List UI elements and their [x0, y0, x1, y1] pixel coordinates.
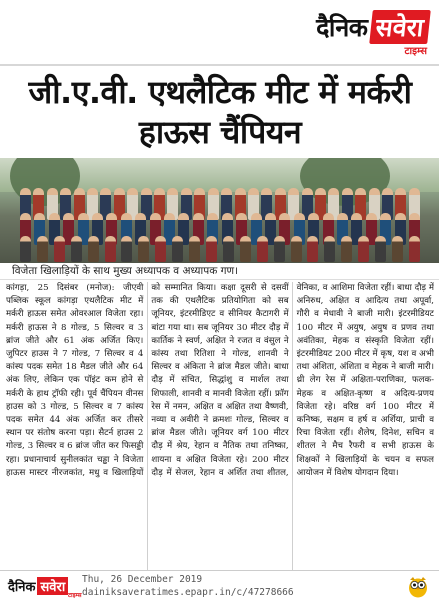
logo-word-1: दैनिक: [316, 13, 368, 42]
person-silhouette: [409, 236, 420, 262]
person-silhouette: [240, 236, 251, 262]
footer-logo[interactable]: [8, 577, 82, 599]
masthead: [0, 0, 439, 62]
person-silhouette: [291, 236, 302, 262]
person-silhouette: [189, 236, 200, 262]
person-silhouette: [257, 236, 268, 262]
footer-logo-word-1: दैनिक: [8, 580, 36, 595]
person-silhouette: [324, 236, 335, 262]
person-silhouette: [71, 236, 82, 262]
owl-icon: [407, 574, 429, 598]
article-body: [6, 282, 434, 570]
footer-meta: [82, 573, 294, 599]
person-silhouette: [274, 236, 285, 262]
person-silhouette: [155, 236, 166, 262]
person-silhouette: [105, 236, 116, 262]
newspaper-logo[interactable]: [316, 10, 429, 57]
person-silhouette: [206, 236, 217, 262]
person-silhouette: [375, 236, 386, 262]
person-silhouette: [54, 236, 65, 262]
person-silhouette: [307, 236, 318, 262]
divider: [0, 64, 439, 66]
person-silhouette: [223, 236, 234, 262]
person-silhouette: [358, 236, 369, 262]
person-silhouette: [341, 236, 352, 262]
person-silhouette: [88, 236, 99, 262]
person-silhouette: [20, 236, 31, 262]
footer-url[interactable]: dainiksaveratimes.epapr.in/c/47278666: [82, 587, 294, 598]
headline: जी.ए.वी. एथलैटिक मीट में मर्करी हाऊस चैंपियन: [28, 73, 412, 151]
footer-bar: [0, 570, 439, 601]
person-silhouette: [121, 236, 132, 262]
logo-word-3: टाइम्स: [404, 46, 427, 57]
footer-logo-word-2: सवेरा: [37, 577, 68, 595]
person-silhouette: [37, 236, 48, 262]
photo-caption: विजेता खिलाड़ियों के साथ मुख्य अध्यापक व अध्यापक गण।: [0, 263, 439, 280]
logo-word-2: सवेरा: [370, 10, 431, 44]
person-silhouette: [392, 236, 403, 262]
people-row-front: [20, 236, 420, 262]
person-silhouette: [172, 236, 183, 262]
group-photo: [0, 158, 439, 263]
footer-logo-word-3: टाइम्स: [68, 592, 82, 599]
footer-date: Thu, 26 December 2019: [82, 574, 203, 585]
article-text: कांगड़ा, 25 दिसंबर (मनोज): जीएवी पब्लिक स्कूल कांगड़ा एथलैटिक मीट में मर्करी हाऊस समेत ओवरआल विजेता रहा। मर्करी हाऊस ने 8 गोल्ड, 5 सिल्वर व 3 ब्रांज जीते और 61 अंक अर्जित किए। जुपिटर हाउस ने 7 गोल्ड, 7 सिल्वर व 4 कांस्य पदक समेत 18 मैडल जीते और 64 अंक लिए, लेकिन एक पॉइंट कम होने से मर्करी के हाथ ट्रॉफी रही। पूर्व चैंपियन वीनस हाउस को 3 गोल्ड, 5 सिल्वर व 7 कांस्य पदक समेत 44 अंक अर्जित कर तीसरे स्थान पर संतोष करना पड़ा। सैटर्न हाउस 2 गोल्ड, 3 सिल्वर व 6 ब्रांज जीत कर फिसड्डी रहा। प्रधानाचार्य सुनीलकांत चड्ढा ने विजेता हाऊस मास्टर नीरजकांत, मधु व खिलाड़ियों को सम्मानित किया। कक्षा दूसरी से दसवीं तक की एथलैटिक प्रतियोगिता को सब जूनियर, इंटरमीडिएट व सीनियर कैटागरी में बांटा गया था। सब जूनियर 30 मीटर दौड़ में कार्तिक ने स्वर्ण, अक्षित ने रजत व वंसुल ने कांस्य तथा रितिशा ने गोल्ड, शानवी ने सिल्वर व अंकिता ने ब्रांज मैडल जीते। बाधा दौड़ में संचित, सिद्धांशु व मार्शल तथा शिफाली, शानवी व मानवी विजेता रहीं। फ्रॉग रेस में नमन, अक्षित व अक्षित तथा वैष्णवी, नव्या व अवीरी ने क्रमशः गोल्ड, सिल्वर व ब्रांज मैडल जीते। जूनियर वर्ग 100 मीटर दौड़ में श्रेय, रेहान व नैतिक तथा तनिष्का, शायना व अक्षित विजेता रहे। 200 मीटर दौड़ में सेजल, रेहान व अर्शित तथा शीतल, वेनिका, व आशिमा विजेता रहीं। बाधा दौड़ में अनिरुध, अक्षित व आदित्य तथा अपूर्वा, गौरी व मेधावी ने बाजी मारी। इंटरमीडियट 100 मीटर में अयुष, अयुष व प्रणव तथा अवंतिका, मेहक व संस्कृति विजेता रहीं। इंटरमीडियट 200 मीटर में कृष, यश व अभी तथा अंशिता, अंशिता व मेहक ने बाजी मारी। थ्री लेग रेस में अक्षिता-पराणिका, फलक-मेहक व अक्षित-कृष्ण व अदित्य-प्रणय विजेता रहे। वरिष्ठ वर्ग 100 मीटर में कनिष्क, सक्षम व हर्ष व अर्शिया, प्राची व रिचा विजेता रहीं। शैलेष, दिनेश, सचिन व शीतल ने मैच रैफरी व सभी हाऊस के शिक्षकों ने खिलाड़ियों के चयन व सफल आयोजन में विशेष योगदान दिया।: [6, 283, 434, 478]
person-silhouette: [138, 236, 149, 262]
